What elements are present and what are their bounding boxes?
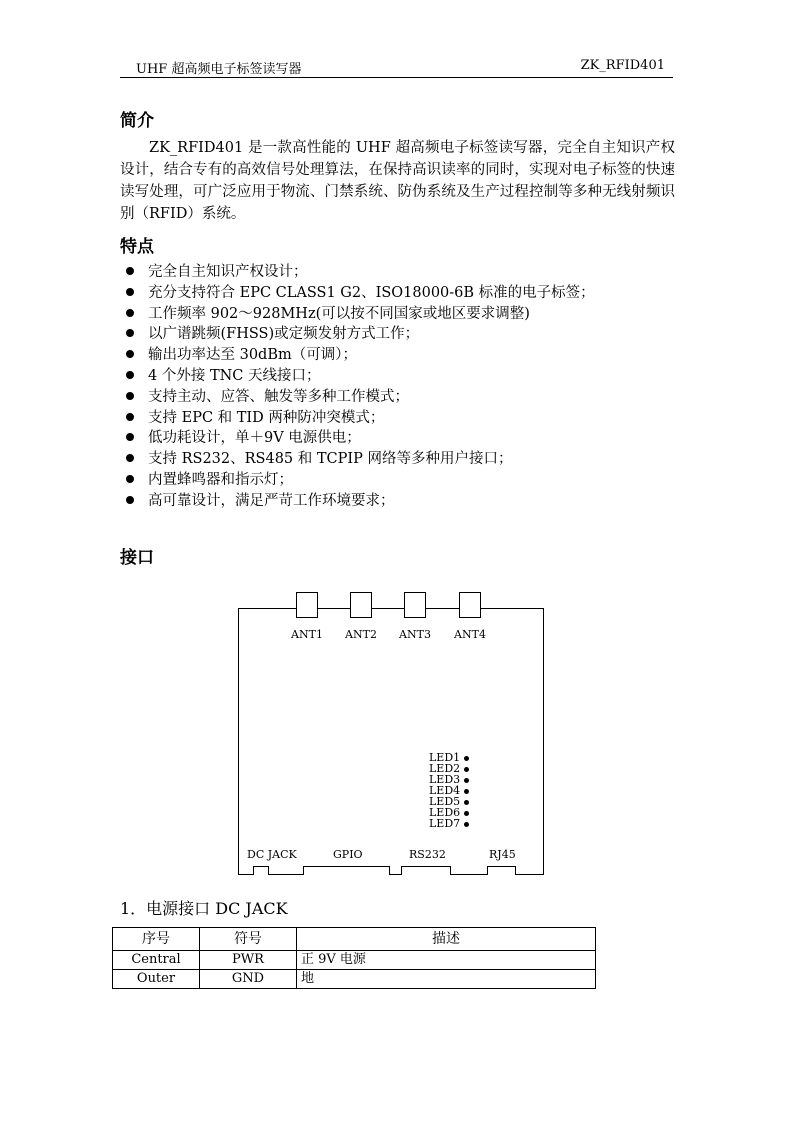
gpio-port [303,866,390,875]
bullet-icon [126,288,134,296]
feature-item [126,428,595,449]
feature-item [126,449,595,470]
led7-label: LED7 [429,817,461,830]
feature-text: 输出功率达至 30dBm（可调）； [148,347,357,364]
bullet-icon [126,433,134,441]
table-row [113,970,596,989]
interface-heading: 接口 [120,548,154,568]
ant3-connector [404,592,426,618]
led4-label: LED4 [429,784,461,797]
cell-index: Central [113,951,200,970]
ant1-label: ANT1 [291,628,323,641]
ant2-label: ANT2 [345,628,377,641]
feature-item [126,262,595,283]
feature-text: 工作频率 902～928MHz(可以按不同国家或地区要求调整) [148,305,530,322]
rj45-label: RJ45 [489,848,516,861]
col-header-description: 描述 [297,928,596,951]
bullet-icon [126,371,134,379]
bullet-icon [126,329,134,337]
led1-label: LED1 [429,751,461,764]
feature-item [126,304,595,325]
ant4-label: ANT4 [454,628,486,641]
cell-description: 地 [297,970,596,989]
feature-text: 4 个外接 TNC 天线接口； [148,367,321,384]
bullet-icon [126,413,134,421]
feature-text: 以广谱跳频(FHSS)或定频发射方式工作； [148,326,420,343]
led-dot-icon [464,822,469,827]
led-dot-icon [464,756,469,761]
bullet-icon [126,392,134,400]
feature-text: 充分支持符合 EPC CLASS1 G2、ISO18000-6B 标准的电子标签； [148,284,595,301]
bullet-icon [126,454,134,462]
gpio-label: GPIO [333,848,363,861]
ant4-connector [459,592,481,618]
led6-label: LED6 [429,806,461,819]
led2-label: LED2 [429,762,461,775]
cell-symbol: PWR [200,951,297,970]
header-right-model: ZK_RFID401 [580,58,665,73]
feature-item [126,345,595,366]
intro-paragraph [120,137,675,225]
feature-text: 完全自主知识产权设计； [148,264,308,280]
table-row [113,951,596,970]
feature-item [126,387,595,408]
dc-jack-table [112,927,596,989]
cell-description: 正 9V 电源 [297,951,596,970]
col-header-index: 序号 [113,928,200,951]
led7-indicator [429,818,469,829]
led-dot-icon [464,800,469,805]
ant2-connector [350,592,372,618]
feature-text: 低功耗设计，单＋9V 电源供电； [148,430,361,447]
feature-item [126,366,595,387]
header-left-title: UHF 超高频电子标签读写器 [136,62,302,77]
bullet-icon [126,496,134,504]
cell-index: Outer [113,970,200,989]
dc-jack-port [253,866,269,875]
feature-item [126,408,595,429]
led-dot-icon [464,767,469,772]
rs232-port [401,866,451,875]
device-interface-diagram [238,608,544,875]
bullet-icon [126,309,134,317]
ant3-label: ANT3 [399,628,431,641]
feature-item [126,324,595,345]
bullet-icon [126,350,134,358]
rs232-label: RS232 [409,848,446,861]
intro-text: ZK_RFID401 是一款高性能的 UHF 超高频电子标签读写器，完全自主知识产权设计，结合专有的高效信号处理算法，在保持高识读率的同时，实现对电子标签的快速读写处理，可广泛应用于物流、门禁系统、防伪系统及生产过程控制等多种无线射频识别（RFID）系统。 [120,140,675,222]
features-list [126,262,595,512]
feature-text: 支持 EPC 和 TID 两种防冲突模式； [148,409,385,426]
features-heading: 特点 [120,237,154,257]
led-dot-icon [464,789,469,794]
dc-jack-label: DC JACK [247,848,297,861]
col-header-symbol: 符号 [200,928,297,951]
feature-item [126,491,595,512]
led5-label: LED5 [429,795,461,808]
led3-label: LED3 [429,773,461,786]
led-dot-icon [464,811,469,816]
header-rule [120,77,673,78]
bullet-icon [126,475,134,483]
intro-heading: 简介 [120,111,154,131]
led-dot-icon [464,778,469,783]
feature-text: 支持主动、应答、触发等多种工作模式； [148,388,409,405]
cell-symbol: GND [200,970,297,989]
feature-item [126,470,595,491]
table-header-row [113,928,596,951]
feature-text: 支持 RS232、RS485 和 TCPIP 网络等多种用户接口； [148,451,513,468]
rj45-port [487,866,516,875]
feature-text: 内置蜂鸣器和指示灯； [148,471,293,488]
dc-jack-section-title: 1．电源接口 DC JACK [120,899,288,918]
feature-text: 高可靠设计，满足严苛工作环境要求； [148,492,395,509]
ant1-connector [296,592,318,618]
bullet-icon [126,267,134,275]
feature-item [126,283,595,304]
